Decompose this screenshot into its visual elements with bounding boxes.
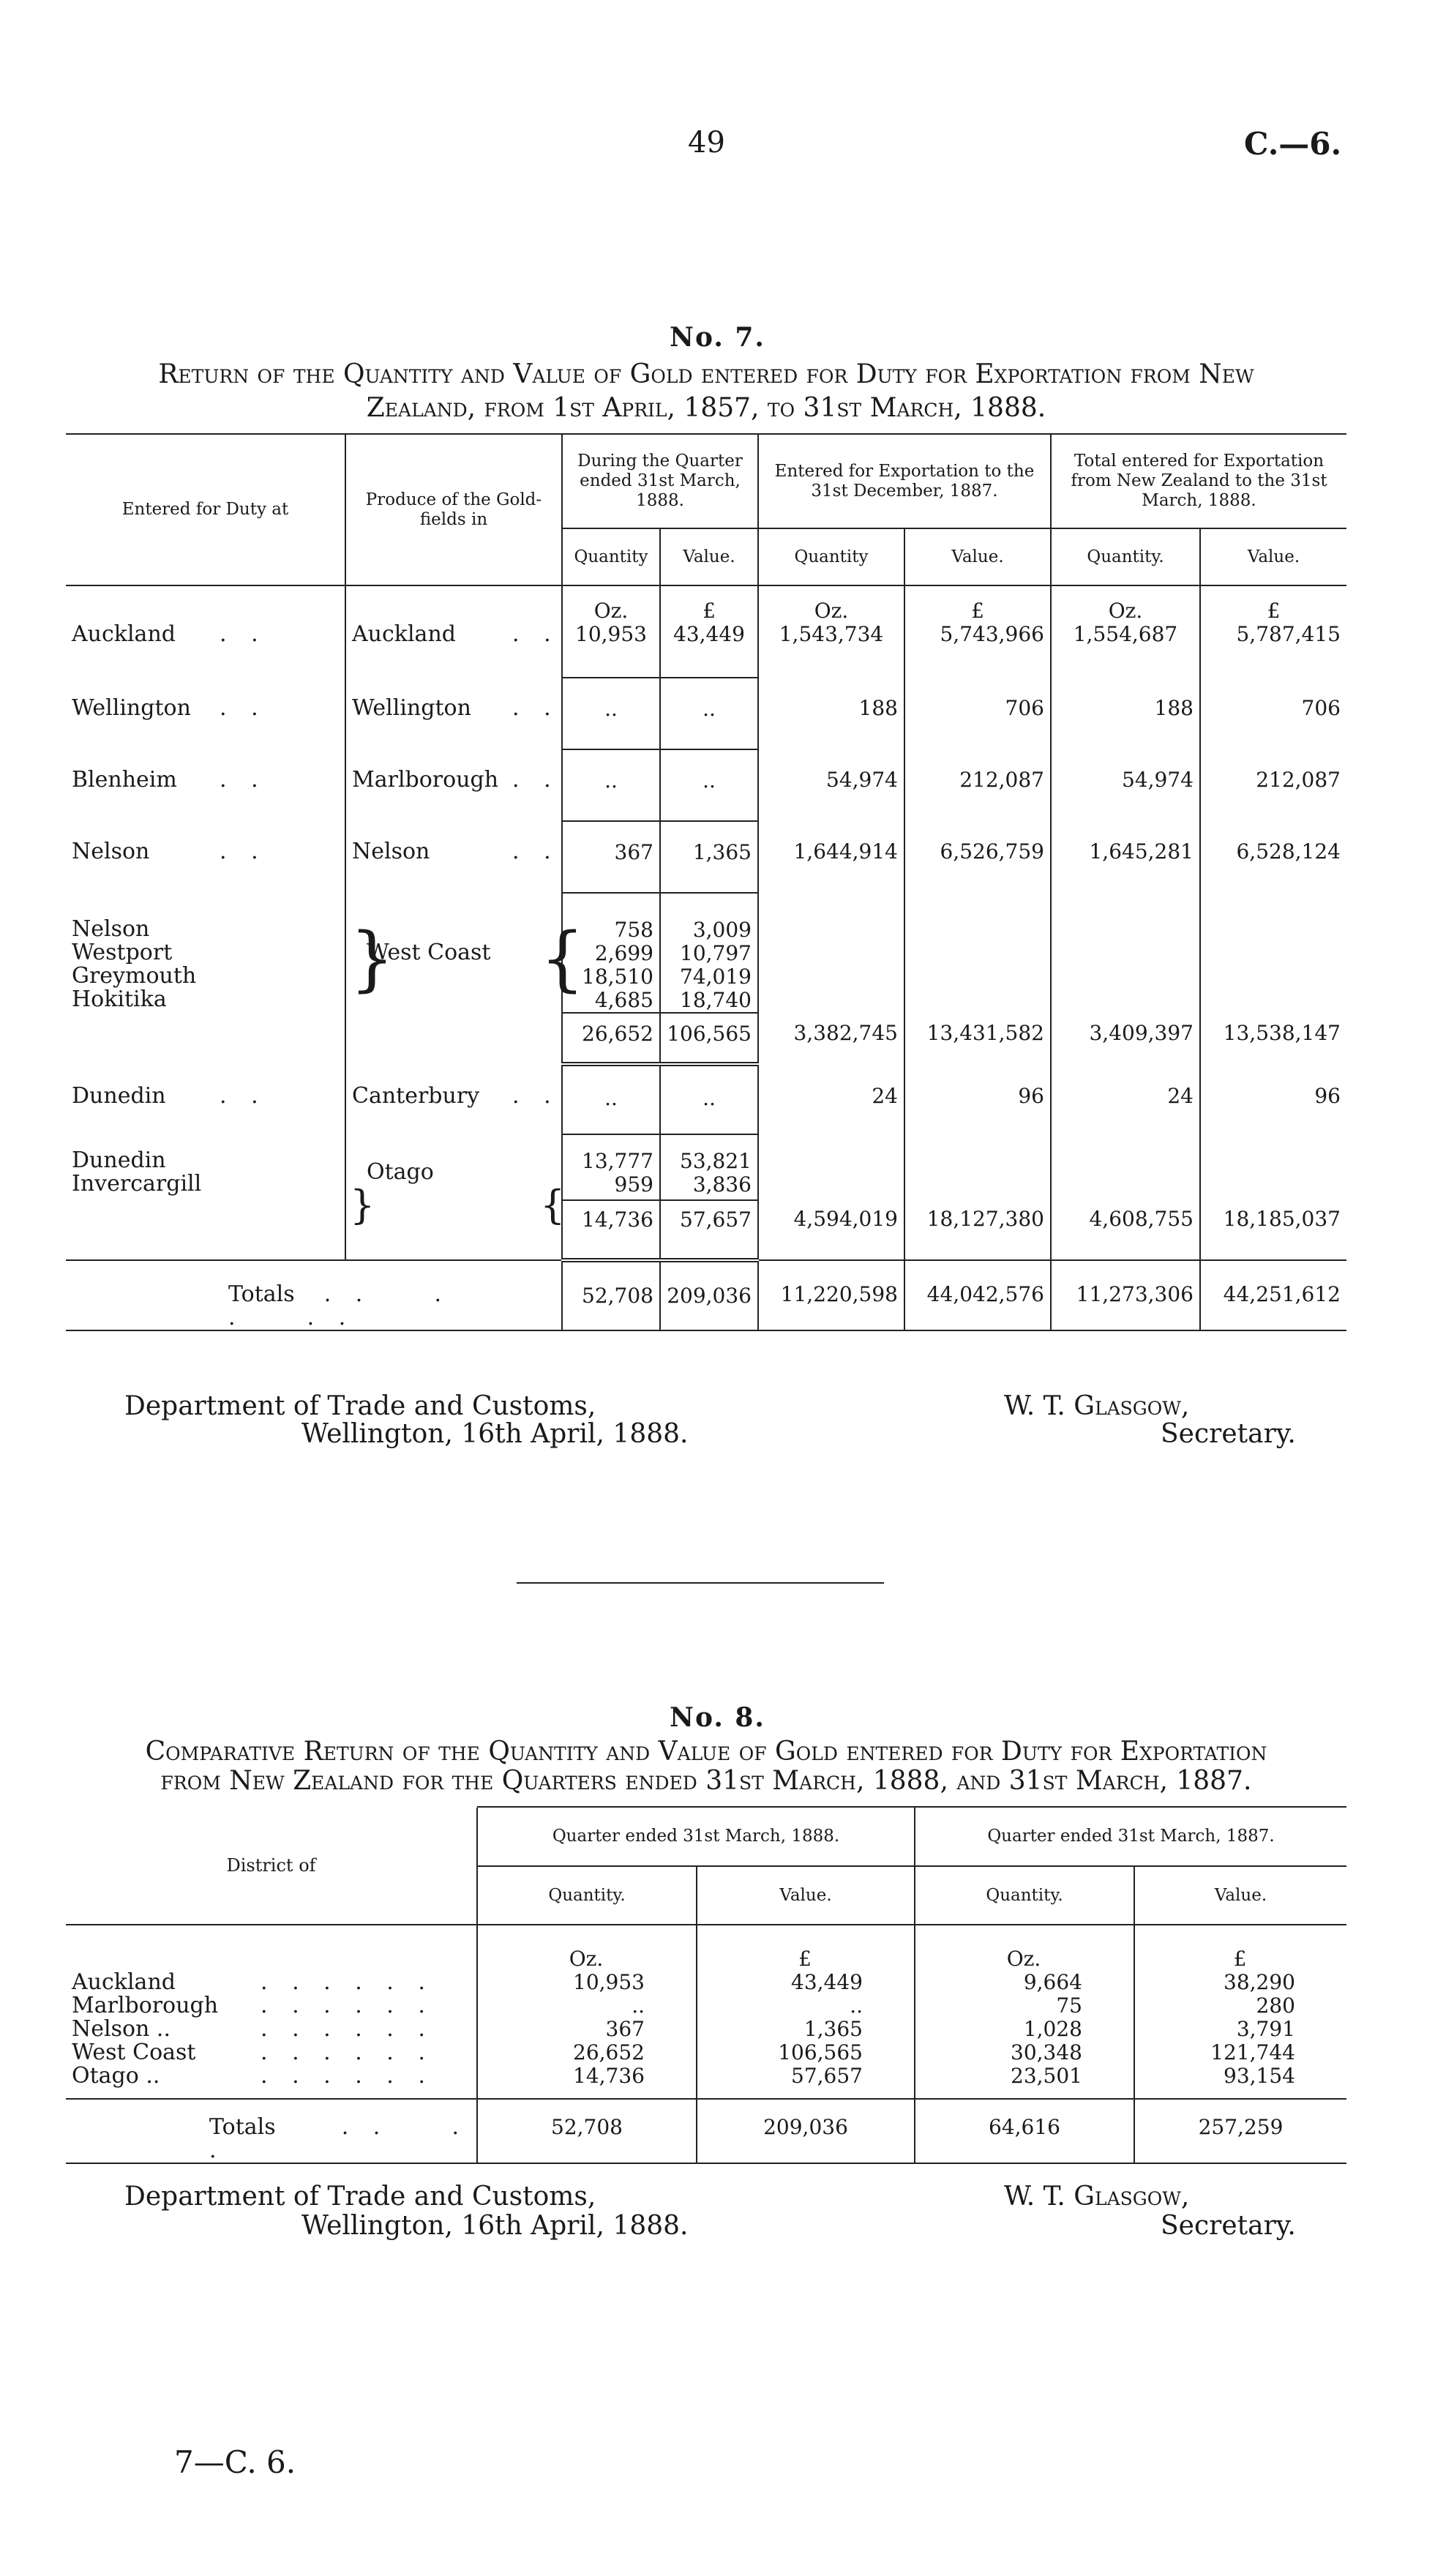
table-row: Auckland . . Auckland . . Oz. 10,953 £ 43,449 Oz. 1,543,734 £ 5,743,966 Oz. 1,554,687 £ 5,787,415 (66, 585, 1346, 678)
table7-footer-title: Secretary. (1161, 1419, 1296, 1449)
table7 (66, 435, 1346, 1331)
table8-title-line2: from New Zealand for the Quarters ended 31st March, 1888, and 31st March, 1887. (160, 1766, 1252, 1796)
table8-heading: No. 8. (670, 1702, 765, 1733)
brace-west-coast-left: } (350, 918, 395, 1000)
table-row: Dunedin Invercargill Otago 13,777 959 53,821 3,836 (66, 1134, 1346, 1200)
table7-heading: No. 7. (670, 322, 765, 353)
table8-footer-date: Wellington, 16th April, 1888. (301, 2211, 689, 2241)
col-q1887-value: Value. (1134, 1866, 1346, 1925)
col-quarter-quantity: Quantity (562, 528, 660, 585)
col-total: Total entered for Exportation from New Zealand to the 31st March, 1888. (1051, 435, 1346, 528)
table8 (66, 1808, 1346, 2164)
table7-title-line1: Return of the Quantity and Value of Gold entered for Duty for Exportation from New (158, 359, 1254, 389)
table8-footer-signatory: W. T. Glasgow, (1004, 2182, 1190, 2212)
table-row: Dunedin . . Canterbury . . .. .. 24 96 24 96 (66, 1064, 1346, 1134)
col-total-quantity: Quantity. (1051, 528, 1200, 585)
table7-footer-signatory: W. T. Glasgow, (1004, 1391, 1190, 1421)
page-number: 49 (688, 126, 725, 160)
col-q1887: Quarter ended 31st March, 1887. (915, 1808, 1346, 1866)
table-row: Blenheim . . Marlborough . . .. .. 54,974 212,087 54,974 212,087 (66, 749, 1346, 821)
table7-footer-date: Wellington, 16th April, 1888. (301, 1419, 689, 1449)
col-quarter-value: Value. (660, 528, 758, 585)
col-q1887-quantity: Quantity. (915, 1866, 1134, 1925)
col-total-value: Value. (1200, 528, 1346, 585)
col-dec-value: Value. (904, 528, 1051, 585)
col-to-december: Entered for Exportation to the 31st December, 1887. (758, 435, 1051, 528)
brace-west-coast-right: { (540, 918, 585, 1000)
table7-footer-dept: Department of Trade and Customs, (124, 1391, 596, 1421)
section-divider (517, 1582, 884, 1584)
col-q1888-value: Value. (697, 1866, 915, 1925)
page-reference: C.—6. (1244, 126, 1342, 162)
table8-footer-title: Secretary. (1161, 2211, 1296, 2241)
col-produce: Produce of the Gold-fields in (345, 435, 562, 585)
table-row: Nelson . . Nelson . . 367 1,365 1,644,914 6,526,759 1,645,281 6,528,124 (66, 821, 1346, 893)
col-dec-quantity: Quantity (758, 528, 904, 585)
produce: Auckland (352, 621, 456, 647)
place: Auckland (72, 621, 176, 647)
table-row: Auckland . . . . . . Marlborough . . . . . . Nelson .. . . . . . . West Coast . . . . . . Otago .. . . . . . . Oz. 10,953 .. 367 26,652 14,736 £ 43,449 .. 1,365 106,565 57,657 Oz. 9,664 75 1,028 30,348 23,501 £ 38,290 280 3,791 121,744 93,154 (66, 1925, 1346, 2099)
signature-mark: 7—C. 6. (174, 2444, 296, 2480)
col-district: District of (66, 1808, 477, 1925)
table-row: 14,736 57,657 4,594,019 18,127,380 4,608,755 18,185,037 (66, 1200, 1346, 1260)
col-quarter: During the Quarter ended 31st March, 1888. (562, 435, 758, 528)
table-row: Wellington . . Wellington . . .. .. 188 706 188 706 (66, 678, 1346, 749)
table8-footer-dept: Department of Trade and Customs, (124, 2182, 596, 2212)
brace-otago-right: { (540, 1182, 566, 1228)
totals-row: Totals . . . . 52,708 209,036 64,616 257,259 (66, 2099, 1346, 2163)
col-q1888: Quarter ended 31st March, 1888. (477, 1808, 915, 1866)
table-row: Nelson Westport Greymouth Hokitika West Coast 758 2,699 18,510 4,685 3,009 10,797 74,019 18,740 (66, 893, 1346, 1013)
col-entered-at: Entered for Duty at (66, 435, 345, 585)
table-row: 26,652 106,565 3,382,745 13,431,582 3,409,397 13,538,147 (66, 1013, 1346, 1064)
table7-title-line2: Zealand, from 1st April, 1857, to 31st March, 1888. (366, 393, 1046, 423)
totals-row: Totals . . . . . . 52,708 209,036 11,220,598 44,042,576 11,273,306 44,251,612 (66, 1260, 1346, 1330)
col-q1888-quantity: Quantity. (477, 1866, 697, 1925)
brace-otago-left: } (350, 1182, 375, 1228)
table8-title-line1: Comparative Return of the Quantity and Value of Gold entered for Duty for Exportation (145, 1737, 1267, 1767)
